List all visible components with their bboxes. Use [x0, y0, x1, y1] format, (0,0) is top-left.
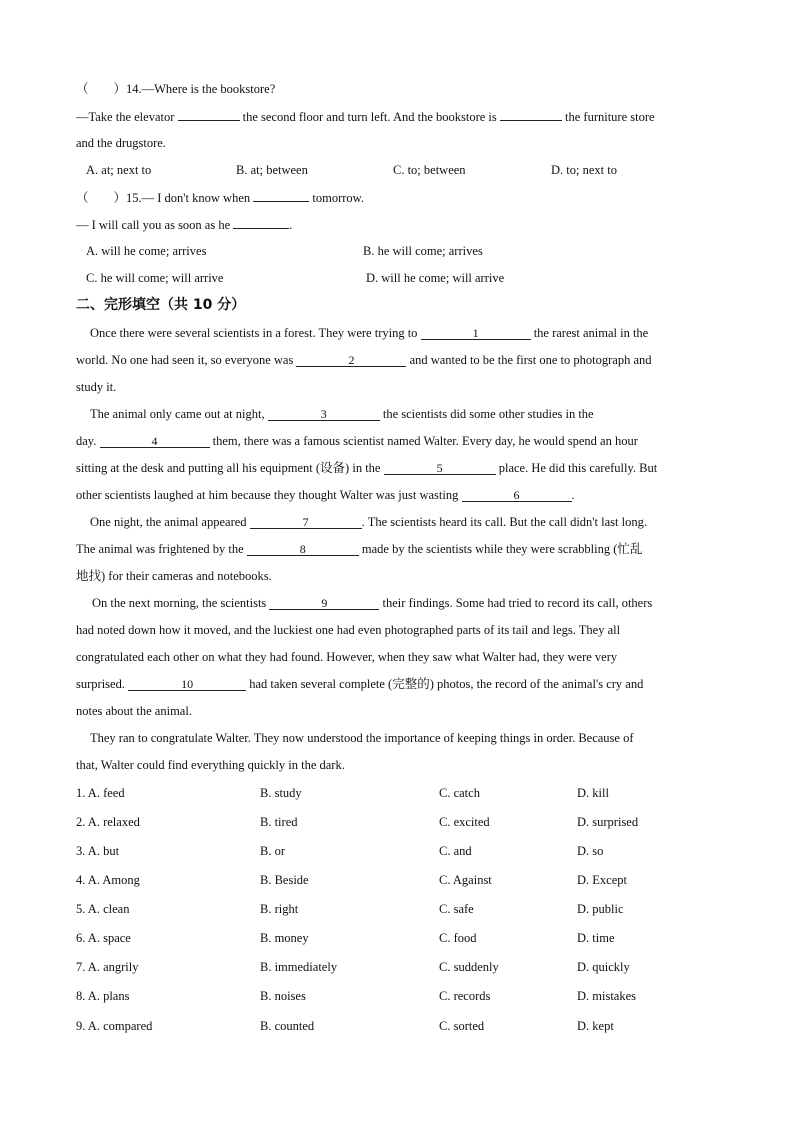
cloze-option[interactable]: D. kill — [577, 786, 609, 800]
passage-p3-line3: 地找) for their cameras and notebooks. — [76, 569, 272, 583]
passage-p2-line2 — [76, 433, 638, 449]
passage-p4-line2: had noted down how it moved, and the luckiest one had even photographed parts of its tail and legs. They all — [76, 623, 621, 637]
q14-line3: and the drugstore. — [76, 136, 166, 150]
cloze-blank-9[interactable]: 9 — [269, 597, 379, 610]
p2-l1-a: The animal only came out at night, — [90, 407, 265, 421]
q14-line2-b: the second floor and turn left. And the bookstore is — [242, 110, 497, 124]
cloze-option[interactable]: C. catch — [439, 786, 480, 800]
cloze-blank-10[interactable]: 10 — [128, 678, 246, 691]
cloze-option[interactable]: D. time — [577, 931, 615, 945]
q14-option-a[interactable]: A. at; next to — [86, 163, 152, 177]
cloze-option[interactable]: 8. A. plans — [76, 989, 130, 1003]
passage-p4-line3: congratulated each other on what they had found. However, when they saw what Walter had, they were very — [76, 650, 618, 664]
q15-stem-a: （ ）15.— I don't know when — [76, 191, 251, 205]
cloze-option[interactable]: D. quickly — [577, 960, 630, 974]
cloze-option[interactable]: C. records — [439, 989, 491, 1003]
p2-l4-a: other scientists laughed at him because they thought Walter was just wasting — [76, 488, 459, 502]
section-heading: 二、完形填空（共 10 分） — [76, 297, 246, 313]
q15-stem — [76, 189, 364, 206]
q14-option-d[interactable]: D. to; next to — [551, 163, 617, 177]
cloze-blank-1[interactable]: 1 — [421, 327, 531, 340]
p2-l2-a: day. — [76, 434, 97, 448]
q15-stem-b: tomorrow. — [312, 191, 364, 205]
cloze-option[interactable]: C. excited — [439, 815, 490, 829]
q15-line2-a: — I will call you as soon as he — [76, 218, 231, 232]
cloze-option[interactable]: 5. A. clean — [76, 902, 130, 916]
cloze-option[interactable]: B. money — [260, 931, 309, 945]
cloze-option[interactable]: 2. A. relaxed — [76, 815, 140, 829]
p2-l2-b: them, there was a famous scientist named Walter. Every day, he would spend an hour — [212, 434, 638, 448]
cloze-blank-3[interactable]: 3 — [268, 408, 380, 421]
p4-l4-a: surprised. — [76, 677, 125, 691]
q15-option-d[interactable]: D. will he come; will arrive — [366, 271, 505, 285]
p1-l2-a: world. No one had seen it, so everyone was — [76, 353, 294, 367]
passage-p3-line2 — [76, 541, 642, 557]
q14-stem-text: （ ）14.—Where is the bookstore? — [76, 82, 276, 96]
cloze-option[interactable]: B. counted — [260, 1019, 315, 1033]
cloze-option[interactable]: B. study — [260, 786, 302, 800]
cloze-option[interactable]: C. safe — [439, 902, 474, 916]
p2-l3-b: place. He did this carefully. But — [498, 461, 658, 475]
q14-option-b[interactable]: B. at; between — [236, 163, 308, 177]
passage-p2-line1 — [90, 406, 594, 422]
p1-l1-b: the rarest animal in the — [533, 326, 649, 340]
cloze-option[interactable]: C. food — [439, 931, 477, 945]
p2-l1-b: the scientists did some other studies in the — [382, 407, 594, 421]
cloze-blank-2[interactable]: 2 — [296, 354, 406, 367]
q15-blank-1[interactable] — [253, 189, 309, 202]
p2-l4-b: . — [571, 488, 575, 502]
q14-blank-2[interactable] — [500, 108, 562, 121]
q14-line2-a: —Take the elevator — [76, 110, 175, 124]
cloze-option[interactable]: D. Except — [577, 873, 627, 887]
cloze-option[interactable]: B. right — [260, 902, 299, 916]
cloze-option[interactable]: 1. A. feed — [76, 786, 125, 800]
passage-p3-line1 — [90, 514, 647, 530]
cloze-option[interactable]: 6. A. space — [76, 931, 131, 945]
cloze-option[interactable]: C. Against — [439, 873, 492, 887]
passage-p5-line2: that, Walter could find everything quickly in the dark. — [76, 758, 345, 772]
cloze-option[interactable]: B. immediately — [260, 960, 338, 974]
cloze-option[interactable]: 7. A. angrily — [76, 960, 139, 974]
p3-l2-a: The animal was frightened by the — [76, 542, 244, 556]
q15-blank-2[interactable] — [233, 216, 289, 229]
p1-l2-b: and wanted to be the first one to photograph and — [409, 353, 652, 367]
cloze-option[interactable]: D. so — [577, 844, 604, 858]
p4-l1-b: their findings. Some had tried to record its call, others — [382, 596, 653, 610]
passage-p1-line1 — [90, 325, 648, 341]
cloze-option[interactable]: D. kept — [577, 1019, 614, 1033]
p1-l1-a: Once there were several scientists in a forest. They were trying to — [90, 326, 418, 340]
cloze-option[interactable]: D. surprised — [577, 815, 639, 829]
p4-l4-b: had taken several complete (完整的) photos, the record of the animal's cry and — [249, 677, 644, 691]
passage-p2-line4 — [76, 487, 575, 503]
p3-l1-a: One night, the animal appeared — [90, 515, 247, 529]
passage-p4-line4 — [76, 676, 643, 692]
cloze-blank-5[interactable]: 5 — [384, 462, 496, 475]
cloze-blank-4[interactable]: 4 — [100, 435, 210, 448]
p3-l2-b: made by the scientists while they were scrabbling (忙乱 — [361, 542, 643, 556]
q15-option-a[interactable]: A. will he come; arrives — [86, 244, 207, 258]
passage-p2-line3 — [76, 460, 657, 476]
passage-p1-line3: study it. — [76, 380, 117, 394]
q14-stem — [76, 81, 275, 97]
cloze-blank-6[interactable]: 6 — [462, 489, 572, 502]
cloze-option[interactable]: B. Beside — [260, 873, 309, 887]
q14-blank-1[interactable] — [178, 108, 240, 121]
q15-option-b[interactable]: B. he will come; arrives — [363, 244, 483, 258]
cloze-option[interactable]: C. and — [439, 844, 472, 858]
cloze-option[interactable]: D. mistakes — [577, 989, 637, 1003]
cloze-option[interactable]: B. noises — [260, 989, 306, 1003]
cloze-option[interactable]: D. public — [577, 902, 624, 916]
p3-l1-b: . The scientists heard its call. But the call didn't last long. — [361, 515, 647, 529]
cloze-option[interactable]: 4. A. Among — [76, 873, 140, 887]
q14-line2-c: the furniture store — [565, 110, 655, 124]
cloze-option[interactable]: B. tired — [260, 815, 298, 829]
q15-option-c[interactable]: C. he will come; will arrive — [86, 271, 224, 285]
cloze-option[interactable]: 9. A. compared — [76, 1019, 153, 1033]
q15-line2-b: . — [289, 218, 293, 232]
p4-l1-a: On the next morning, the scientists — [92, 596, 267, 610]
cloze-blank-8[interactable]: 8 — [247, 543, 359, 556]
cloze-option[interactable]: C. sorted — [439, 1019, 485, 1033]
p2-l3-a: sitting at the desk and putting all his equipment (设备) in the — [76, 461, 381, 475]
passage-p1-line2 — [76, 352, 652, 368]
passage-p4-line1 — [92, 595, 652, 611]
passage-p4-line5: notes about the animal. — [76, 704, 192, 718]
passage-p5-line1: They ran to congratulate Walter. They now understood the importance of keeping things in order. Because of — [90, 731, 634, 745]
cloze-blank-7[interactable]: 7 — [250, 516, 362, 529]
cloze-option[interactable]: C. suddenly — [439, 960, 499, 974]
cloze-option[interactable]: 3. A. but — [76, 844, 120, 858]
q14-option-c[interactable]: C. to; between — [393, 163, 466, 177]
q15-line2 — [76, 216, 292, 233]
q14-line2 — [76, 108, 655, 125]
cloze-option[interactable]: B. or — [260, 844, 285, 858]
